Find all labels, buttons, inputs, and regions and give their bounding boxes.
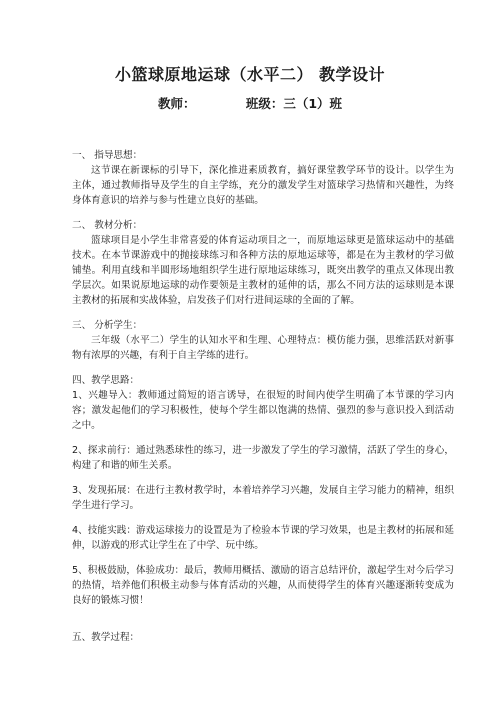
document-body: [72, 148, 454, 645]
document-title: 小篮球原地运球（水平二） 教学设计: [114, 65, 386, 84]
section-heading-guiding-idea: 一、 指导思想：: [72, 150, 143, 161]
paragraph-approach-1: 1、兴趣导入：教师通过简短的语言诱导，在很短的时间内使学生明确了本节课的学习内容；激发起他们的学习积极性，使每个学生都以饱满的热情、强烈的参与意识投入到活动之中。: [72, 390, 454, 431]
class-label: 班级：三（1）班: [245, 96, 343, 111]
paragraph-approach-3: 3、发现拓展：在进行主教材教学时，本着培养学习兴趣，发展自主学习能力的精神，组织学生进行学习。: [72, 485, 454, 511]
paragraph-approach-2: 2、探求前行：通过熟悉球性的练习，进一步激发了学生的学习激情，活跃了学生的身心，构建了和谐的师生关系。: [72, 445, 454, 471]
section-heading-teaching-process: 五、教学过程：: [72, 632, 140, 643]
section-heading-student-analysis: 三、 分析学生：: [72, 320, 143, 331]
paragraph-material-analysis: 篮球项目是小学生非常喜爱的体育运动项目之一，而原地运球更是篮球运动中的基础技术。在本节课游戏中的抛接球练习和各种方法的原地运球等，都是在为主教材的学习做铺垫。利用直线和半圆形场地组织学生进行原地运球练习，既突出教学的重点又体现出教学层次。如果说原地运球的动作要领是主教材的延伸的话，那么不同方法的运球则是本课主教材的拓展和实战体验，启发孩子们对行进间运球的全面的了解。: [72, 235, 454, 306]
teacher-label: 教师：: [157, 96, 196, 111]
teacher-class-line: [0, 94, 500, 112]
paragraph-approach-5: 5、积极鼓励，体验成功：最后，教师用概括、激励的语言总结评价，激起学生对今后学习的热情，培养他们积极主动参与体育活动的兴趣，从而使得学生的体育兴趣逐渐转变成为良好的锻炼习惯！: [72, 565, 454, 606]
paragraph-guiding-idea: 这节课在新课标的引导下，深化推进素质教育，搞好课堂教学环节的设计。以学生为主体，通过教师指导及学生的自主学练，充分的激发学生对篮球学习热情和兴趣性，为终身体育意识的培养与参与性建立良好的基础。: [72, 165, 454, 206]
section-heading-material-analysis: 二、 教材分析：: [72, 220, 143, 231]
paragraph-approach-4: 4、技能实践：游戏运球接力的设置是为了检验本节课的学习效果，也是主教材的拓展和延伸，以游戏的形式让学生在了中学、玩中练。: [72, 525, 454, 551]
section-heading-teaching-approach: 四、教学思路：: [72, 375, 140, 386]
paragraph-student-analysis: 三年级（水平二）学生的认知水平和生理、心理特点：模仿能力强，思维活跃对新事物有浓厚的兴趣，有利于自主学练的进行。: [72, 335, 454, 361]
